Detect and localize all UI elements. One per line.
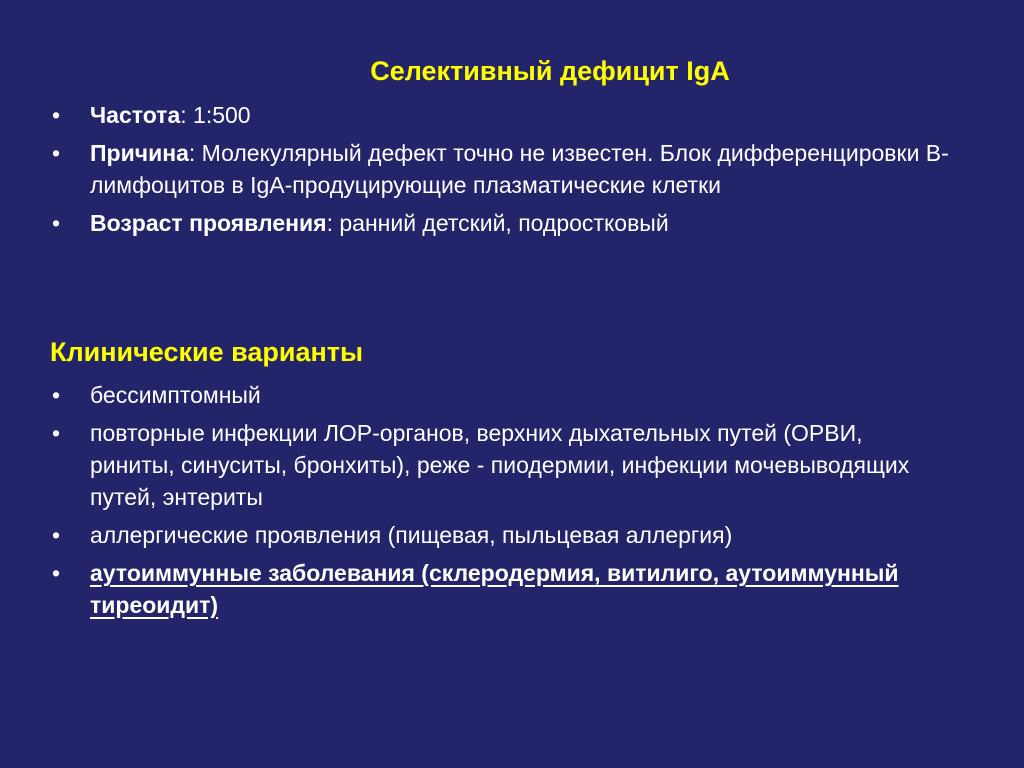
clinical-item [52,417,952,513]
fact-text: : ранний детский, подростковый [326,210,669,236]
fact-label: Частота [90,102,181,128]
clinical-item [52,519,952,551]
fact-frequency [52,99,952,131]
fact-label: Причина [90,140,189,166]
slide-title: Селективный дефицит IgA [370,56,730,86]
fact-label: Возраст проявления [90,210,327,236]
clinical-list [52,379,952,627]
fact-text: : 1:500 [180,102,251,128]
clinical-item-highlighted [52,557,952,621]
bullet-icon: • [52,382,61,408]
clinical-item-text: бессимптомный [90,382,261,408]
bullet-icon: • [52,522,61,548]
section-heading: Клинические варианты [50,337,364,367]
facts-list [52,99,952,245]
fact-cause [52,137,952,201]
clinical-item-text: аутоиммунные заболевания (склеродермия, витилиго, аутоиммунный тиреоидит) [90,560,899,618]
clinical-item-text: аллергические проявления (пищевая, пыльцевая аллергия) [90,522,733,548]
clinical-item [52,379,952,411]
bullet-icon: • [52,102,61,128]
bullet-icon: • [52,210,61,236]
fact-age [52,207,952,239]
fact-text: : Молекулярный дефект точно не известен. Блок дифференцировки В-лимфоцитов в IgA-продуцирующие плазматические клетки [90,140,949,198]
bullet-icon: • [52,140,61,166]
bullet-icon: • [52,560,61,586]
clinical-item-text: повторные инфекции ЛОР-органов, верхних дыхательных путей (ОРВИ, риниты, синуситы, бронхиты), реже - пиодермии, инфекции мочевыводящих путей, энтериты [90,420,910,510]
bullet-icon: • [52,420,61,446]
